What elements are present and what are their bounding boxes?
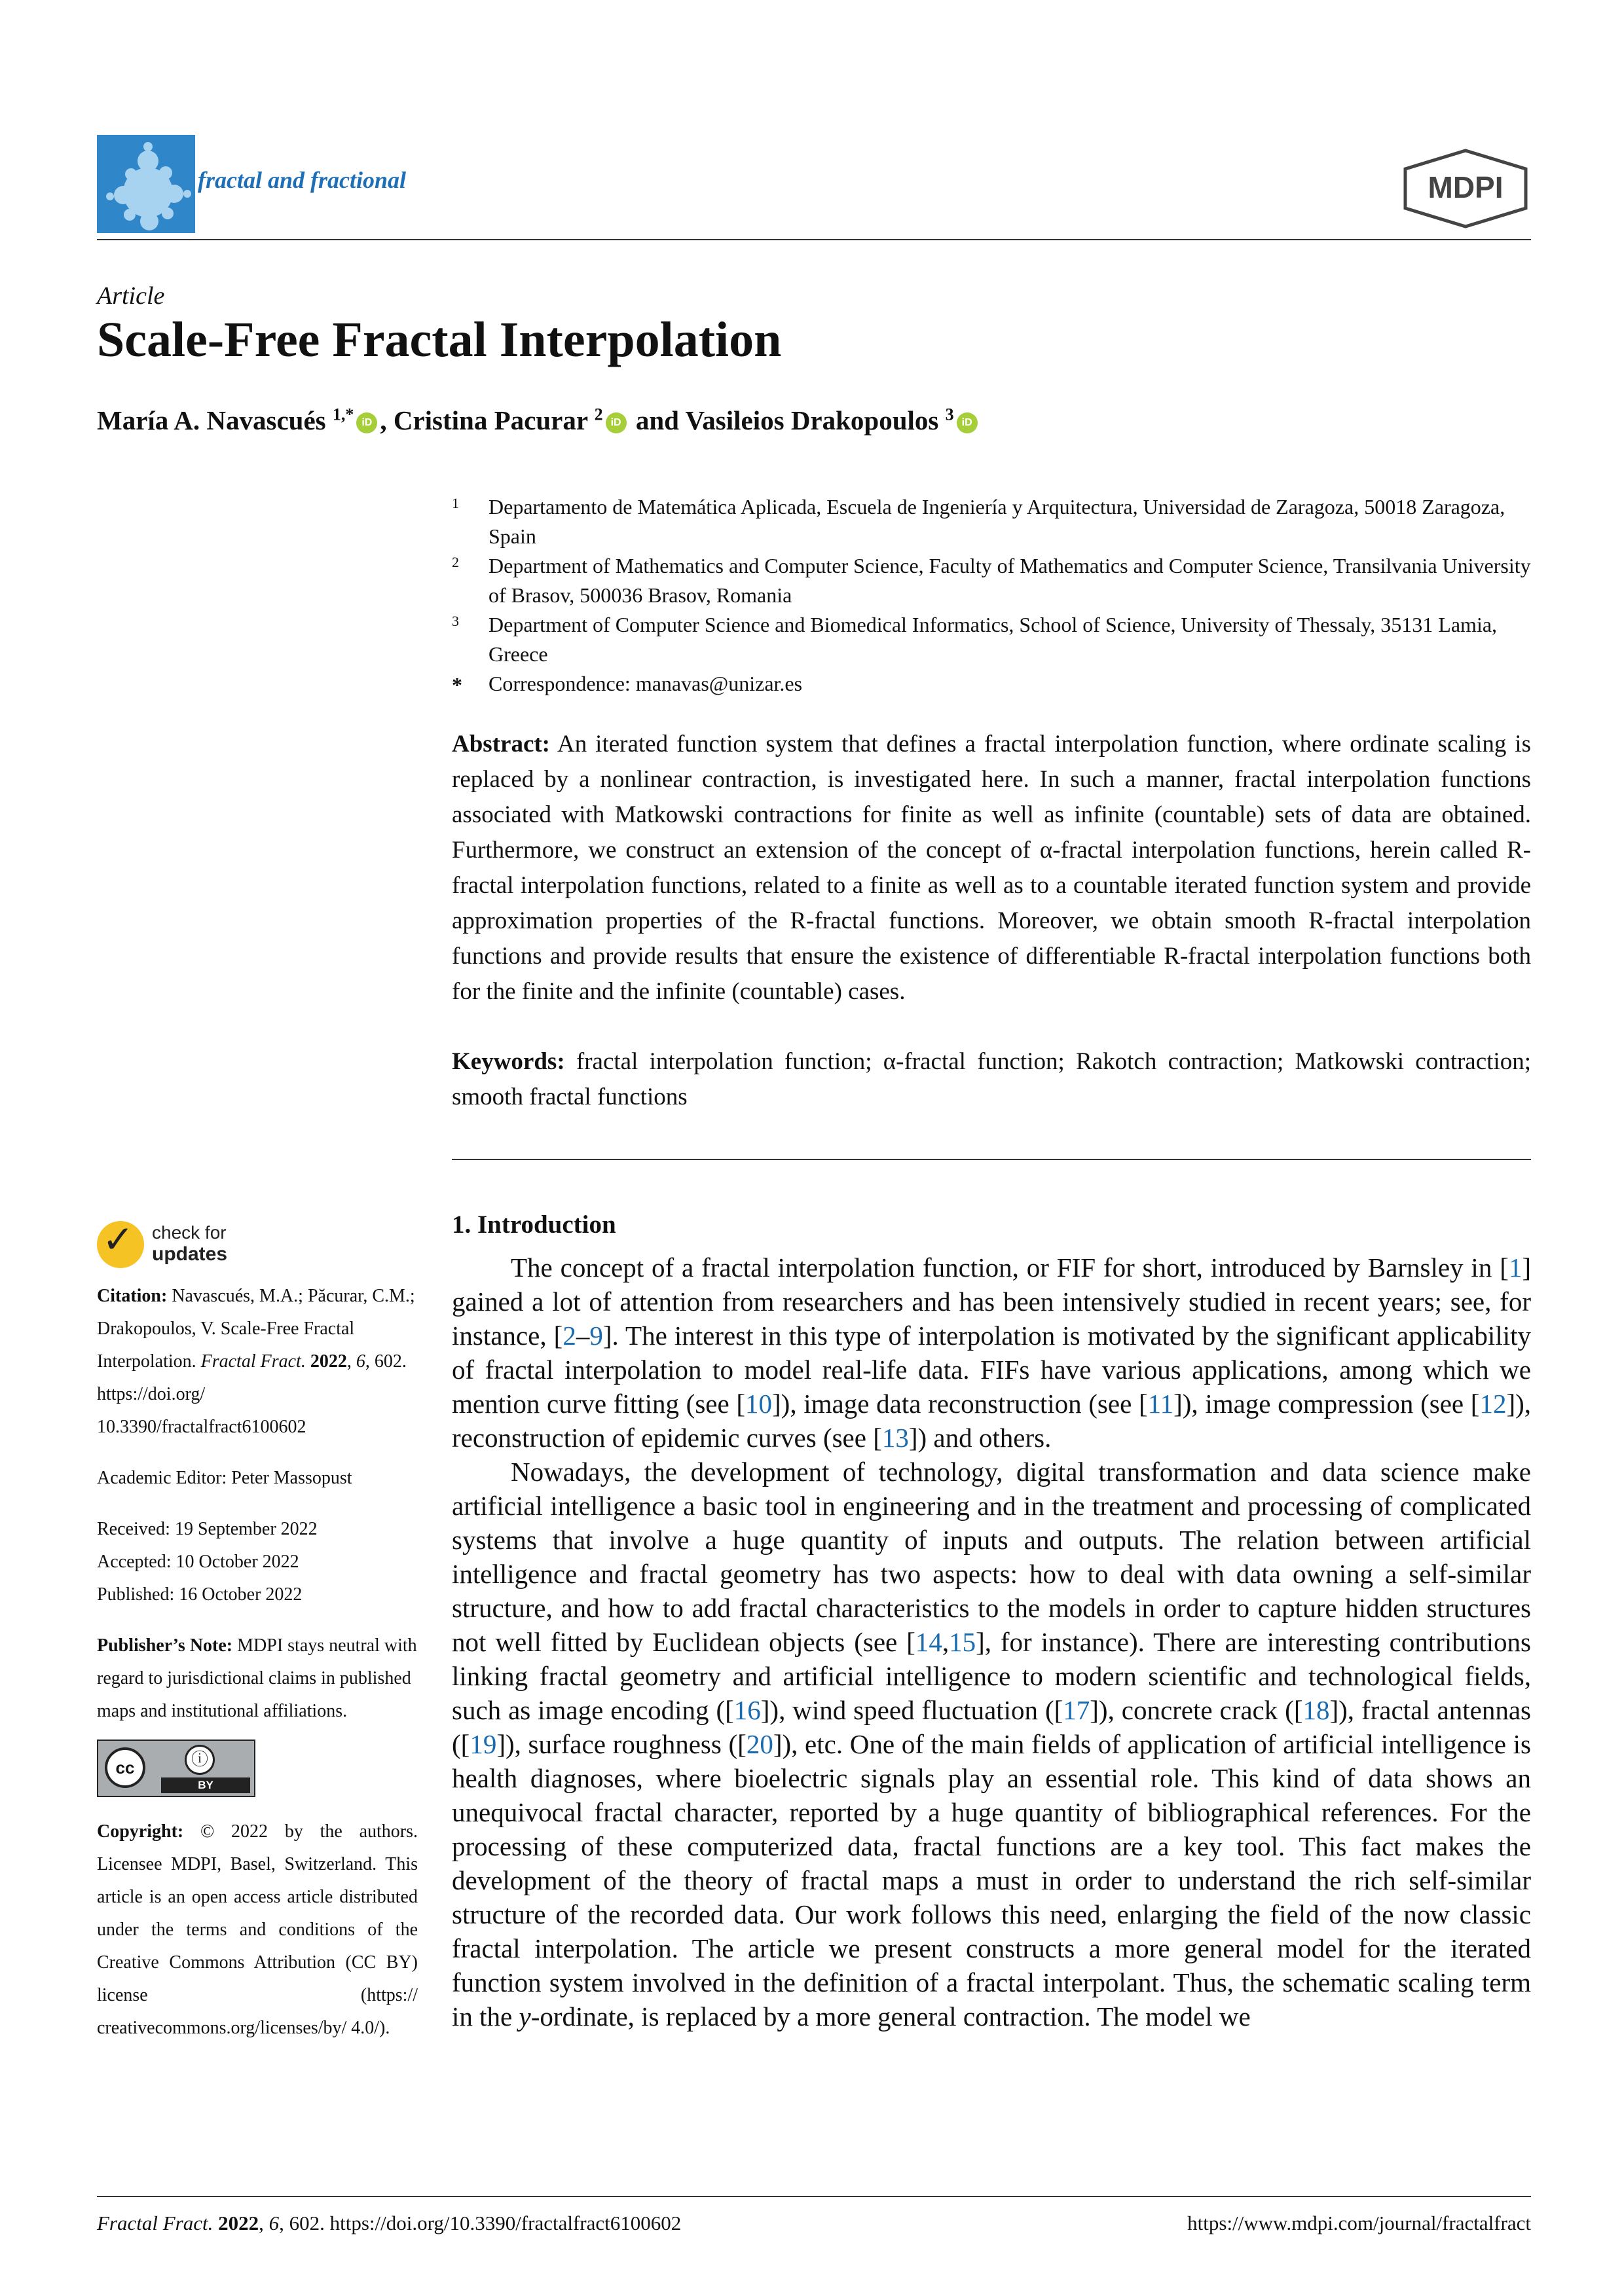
affiliation-item: [452, 492, 1532, 551]
abstract-text: An iterated function system that defines a fractal interpolation function, where ordinate scaling is replaced by a nonlinear contraction, is investigated here. In such a manner, fractal interpolation functions associated with Matkowski contractions for finite as well as infinite (countable) sets of data are obtained. Furthermore, we construct an extension of the concept of α-fractal interpolation functions, herein called R-fractal interpolation functions, related to a finite as well as to a countable iterated function system and provide approximation properties of the R-fractal functions. Moreover, we obtain smooth R-fractal interpolation functions and provide results that ensure the existence of differentiable R-fractal interpolation functions both for the finite and the infinite (countable) cases.: [452, 731, 1531, 1005]
received-date: Received: 19 September 2022: [97, 1519, 318, 1539]
affiliation-mark: 2: [452, 554, 459, 570]
abstract-divider: [452, 1159, 1531, 1160]
author-name: María A. Navascués: [97, 405, 326, 435]
journal-name: fractal and fractional: [198, 167, 407, 193]
article-title: Scale-Free Fractal Interpolation: [97, 312, 782, 367]
affiliation-mark: 1: [452, 495, 459, 511]
journal-logo-image: [97, 135, 195, 233]
citation-link[interactable]: 17: [1063, 1695, 1090, 1725]
article-info-sidebar: [97, 1280, 418, 2045]
author-separator: and: [629, 405, 686, 435]
citation-link[interactable]: 15: [949, 1627, 976, 1657]
correspondence-text[interactable]: Correspondence: manavas@unizar.es: [489, 672, 803, 695]
published-date: Published: 16 October 2022: [97, 1584, 303, 1605]
author-list: [97, 405, 980, 436]
academic-editor: Academic Editor: Peter Massopust: [97, 1468, 352, 1488]
creative-commons-icon: cc: [105, 1747, 145, 1788]
publisher-note: [97, 1630, 418, 1728]
copyright: [97, 1815, 418, 2045]
footer-citation: Fractal Fract. 2022, 6, 602. https://doi.org/10.3390/fractalfract6100602: [97, 2212, 682, 2234]
citation-doi-link[interactable]: https://doi.org/: [97, 1384, 206, 1404]
author-name: Cristina Pacurar: [393, 405, 588, 435]
footer-divider: [97, 2196, 1531, 2197]
citation-pages: , 602.: [365, 1351, 407, 1372]
orcid-icon[interactable]: iD: [606, 412, 627, 433]
author-affiliation-mark: 3: [945, 405, 954, 424]
cc-by-license-badge[interactable]: [97, 1740, 255, 1797]
author-name: Vasileios Drakopoulos: [685, 405, 939, 435]
citation-label: Citation:: [97, 1286, 168, 1306]
citation-link[interactable]: 13: [881, 1423, 909, 1453]
affiliation-text: Department of Computer Science and Biomedical Informatics, School of Science, University of Thessaly, 35131 Lamia, Greece: [489, 613, 1498, 666]
publisher-note-text: MDPI stays neutral with regard to jurisdictional claims in published maps and institutional affiliations.: [97, 1635, 417, 1721]
updates-label: updates: [152, 1243, 228, 1265]
check-for-updates-button[interactable]: [97, 1217, 261, 1268]
affiliation-text: Department of Mathematics and Computer Science, Faculty of Mathematics and Computer Science, Transilvania University of Brasov, 500036 Brasov, Romania: [489, 554, 1531, 607]
keywords-label: Keywords:: [452, 1048, 565, 1075]
author-affiliation-mark: 1,*: [332, 405, 354, 424]
footer-journal-url[interactable]: https://www.mdpi.com/journal/fractalfract: [1187, 2212, 1531, 2234]
introduction-body: [452, 1250, 1531, 2033]
author-separator: ,: [380, 405, 394, 435]
citation-doi-link[interactable]: 10.3390/fractalfract6100602: [97, 1417, 306, 1437]
article-type: Article: [97, 282, 165, 310]
citation-link[interactable]: 18: [1302, 1695, 1330, 1725]
citation-link[interactable]: 16: [733, 1695, 761, 1725]
orcid-icon[interactable]: iD: [356, 412, 377, 433]
citation-link[interactable]: 1: [1508, 1252, 1522, 1283]
header-divider: [97, 239, 1531, 240]
citation-link[interactable]: 10: [745, 1389, 773, 1419]
attribution-person-icon: ⓘ: [185, 1745, 215, 1775]
affiliations: [452, 492, 1532, 699]
citation-year: 2022: [310, 1351, 347, 1372]
citation-link[interactable]: 2: [563, 1321, 576, 1351]
citation: Citation: Navascués, M.A.; Păcurar, C.M.; Drakopoulos, V. Scale-Free Fractal Interpolation. Fractal Fract. 2022, 6, 602. https://doi.org/ 10.3390/fractalfract6100602: [97, 1286, 415, 1437]
cc-by-label: BY: [161, 1777, 250, 1793]
copyright-text: © 2022 by the authors. Licensee MDPI, Basel, Switzerland. This article is an open access article distributed under the terms and conditions of the Creative Commons Attribution (CC BY) license (https:// creativecommons.org/licenses/by/ 4.0/).: [97, 1821, 418, 2038]
footer-year: 2022: [218, 2212, 259, 2234]
publisher-note-label: Publisher’s Note:: [97, 1635, 233, 1656]
abstract-label: Abstract:: [452, 731, 551, 757]
citation-link[interactable]: 9: [589, 1321, 603, 1351]
footer-journal: Fractal Fract.: [97, 2212, 213, 2234]
footer-volume: 6: [268, 2212, 280, 2234]
author-affiliation-mark: 2: [594, 405, 603, 424]
citation-volume: 6: [356, 1351, 365, 1372]
citation-text: Navascués, M.A.; Păcurar, C.M.; Drakopoulos, V. Scale-Free Fractal Interpolation.: [97, 1286, 415, 1372]
abstract: [452, 727, 1531, 1010]
math-variable: y: [519, 2001, 531, 2032]
citation-journal: Fractal Fract.: [200, 1351, 306, 1372]
affiliation-text: Departamento de Matemática Aplicada, Escuela de Ingeniería y Arquitectura, Universidad de Zaragoza, 50018 Zaragoza, Spain: [489, 495, 1505, 548]
checkmark-icon: ✓: [102, 1217, 134, 1262]
mdpi-logo-text: MDPI: [1428, 170, 1504, 204]
footer-doi[interactable]: , 602. https://doi.org/10.3390/fractalfract6100602: [279, 2212, 682, 2234]
accepted-date: Accepted: 10 October 2022: [97, 1552, 299, 1572]
affiliation-item: [452, 551, 1532, 610]
affiliation-mark: 3: [452, 613, 459, 629]
copyright-label: Copyright:: [97, 1821, 184, 1842]
paragraph: The concept of a fractal interpolation function, or FIF for short, introduced by Barnsley in [1] gained a lot of attention from researchers and has been intensively studied in recent years; see, for instance, [2–9]. The interest in this type of interpolation is motivated by the significant applicability of fractal interpolation to model real-life data. FIFs have various applications, among which we mention curve fitting (see [10]), image data reconstruction (see [11]), image compression (see [12]), reconstruction of epidemic curves (see [13]) and others.: [452, 1252, 1532, 1453]
citation-link[interactable]: 14: [915, 1627, 942, 1657]
affiliation-item: [452, 610, 1532, 669]
orcid-icon[interactable]: iD: [957, 412, 978, 433]
keywords-text: fractal interpolation function; α-fractal function; Rakotch contraction; Matkowski contraction; smooth fractal functions: [452, 1048, 1531, 1110]
correspondence-item: [452, 669, 1532, 699]
correspondence-mark: *: [452, 673, 462, 697]
section-heading: 1. Introduction: [452, 1211, 616, 1239]
citation-link[interactable]: 11: [1147, 1389, 1174, 1419]
citation-link[interactable]: 20: [746, 1729, 773, 1759]
paragraph: Nowadays, the development of technology, digital transformation and data science make artificial intelligence a basic tool in engineering and in the treatment and processing of complicated systems that involve a huge quantity of inputs and outputs. The relation between artificial intelligence and fractal geometry has two aspects: how to deal with data owning a self-similar structure, and how to add fractal characteristics to the models in order to capture hidden structures not well fitted by Euclidean objects (see [14,15], for instance). There are interesting contributions linking fractal geometry and artificial intelligence to modern scientific and technological fields, such as image encoding ([16]), wind speed fluctuation ([17]), concrete crack ([18]), fractal antennas ([19]), surface roughness ([20]), etc. One of the main fields of application of artificial intelligence is health diagnoses, where bioelectric signals play an essential role. This kind of data shows an unequivocal fractal character, reported by a huge quantity of bibliographical references. For the processing of these computerized data, fractal functions are a key tool. This fact makes the development of the theory of fractal maps a must in order to understand the rich self-similar structure of the recorded data. Our work follows this need, enlarging the field of the now classic fractal interpolation. The article we present constructs a more general model for the iterated function system involved in the definition of a fractal interpolant. Thus, the schematic scaling term in the y-ordinate, is replaced by a more general contraction. The model we: [452, 1457, 1532, 2032]
keywords: [452, 1044, 1531, 1115]
mdpi-logo: [1401, 148, 1530, 229]
citation-link[interactable]: 12: [1479, 1389, 1507, 1419]
citation-link[interactable]: 19: [470, 1729, 497, 1759]
check-for-label: check for: [152, 1222, 227, 1243]
